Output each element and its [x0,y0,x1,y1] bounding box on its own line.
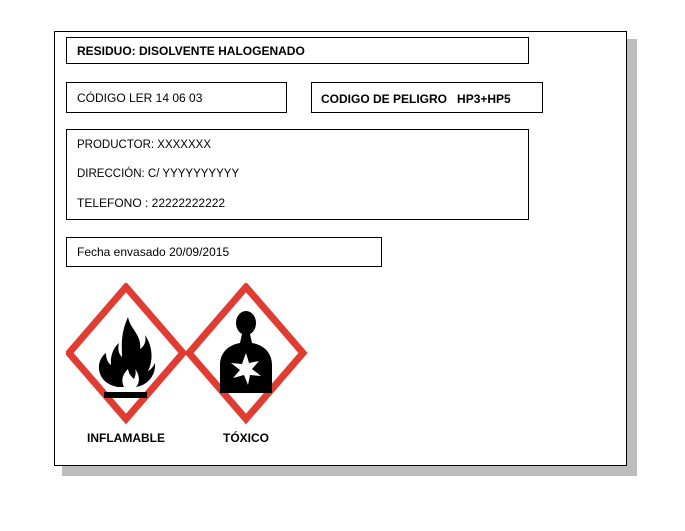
productor-direccion: DIRECCIÓN: C/ YYYYYYYYYY [77,168,240,180]
residuo-label: RESIDUO: [77,44,136,58]
caption-toxico: TÓXICO [222,431,269,445]
waste-label [54,31,627,466]
residuo-box [66,37,529,64]
fecha-envasado-box [66,237,382,267]
ghs-pictograms [66,283,312,426]
fecha-envasado: Fecha envasado 20/09/2015 [77,245,230,259]
residuo-value: DISOLVENTE HALOGENADO [139,44,305,58]
productor-nombre: PRODUCTOR: XXXXXXX [77,139,211,151]
codigo-ler-box [66,82,287,113]
health-hazard-icon [189,287,303,419]
codigo-ler: CÓDIGO LER 14 06 03 [77,91,203,105]
productor-telefono: TELEFONO : 22222222222 [77,196,226,210]
productor-box [66,129,529,220]
codigo-peligro-value: HP3+HP5 [457,92,511,106]
caption-inflamable: INFLAMABLE [87,431,165,445]
codigo-peligro-label: CODIGO DE PELIGRO [321,92,448,106]
flame-icon [69,287,183,419]
codigo-peligro-box [311,82,543,113]
